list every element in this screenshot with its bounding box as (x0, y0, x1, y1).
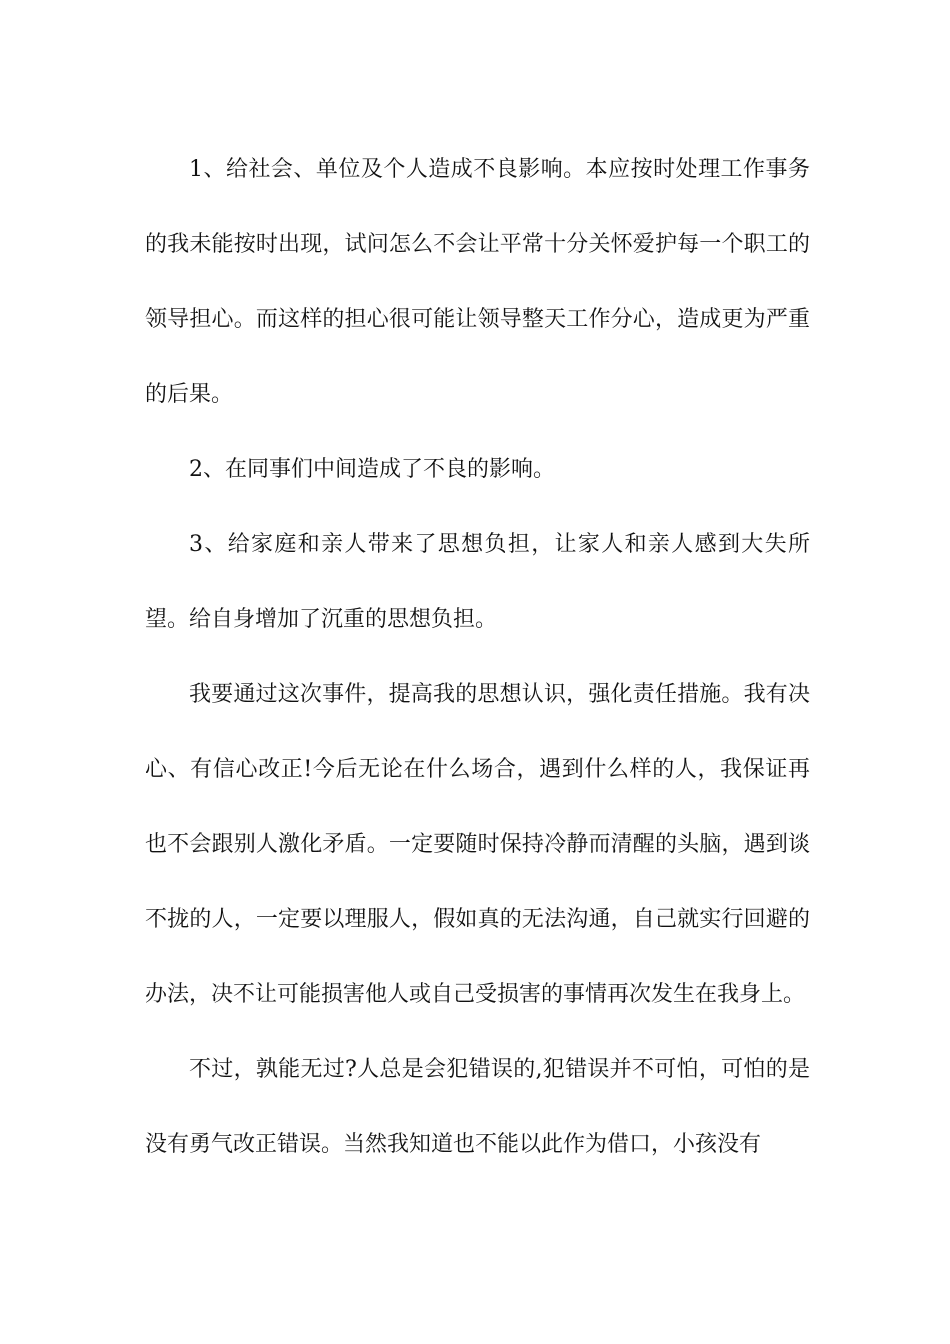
paragraph-impact-family: 3、给家庭和亲人带来了思想负担，让家人和亲人感到大失所望。给自身增加了沉重的思想负担。 (145, 532, 810, 632)
paragraph-impact-colleagues: 2、在同事们中间造成了不良的影响。 (189, 457, 555, 482)
document-body (145, 132, 810, 1182)
paragraph-impact-society: 1、给社会、单位及个人造成不良影响。本应按时处理工作事务的我未能按时出现，试问怎么不会让平常十分关怀爱护每一个职工的领导担心。而这样的担心很可能让领导整天工作分心，造成更为严重的后果。 (145, 157, 810, 407)
paragraph-resolution: 我要通过这次事件，提高我的思想认识，强化责任措施。我有决心、有信心改正!今后无论在什么场合，遇到什么样的人，我保证再也不会跟别人激化矛盾。一定要随时保持冷静而清醒的头脑，遇到谈不拢的人，一定要以理服人，假如真的无法沟通，自己就实行回避的办法，决不让可能损害他人或自己受损害的事情再次发生在我身上。 (145, 682, 810, 1007)
paragraph-reflection: 不过，孰能无过?人总是会犯错误的,犯错误并不可怕，可怕的是没有勇气改正错误。当然我知道也不能以此作为借口，小孩没有 (145, 1057, 810, 1157)
